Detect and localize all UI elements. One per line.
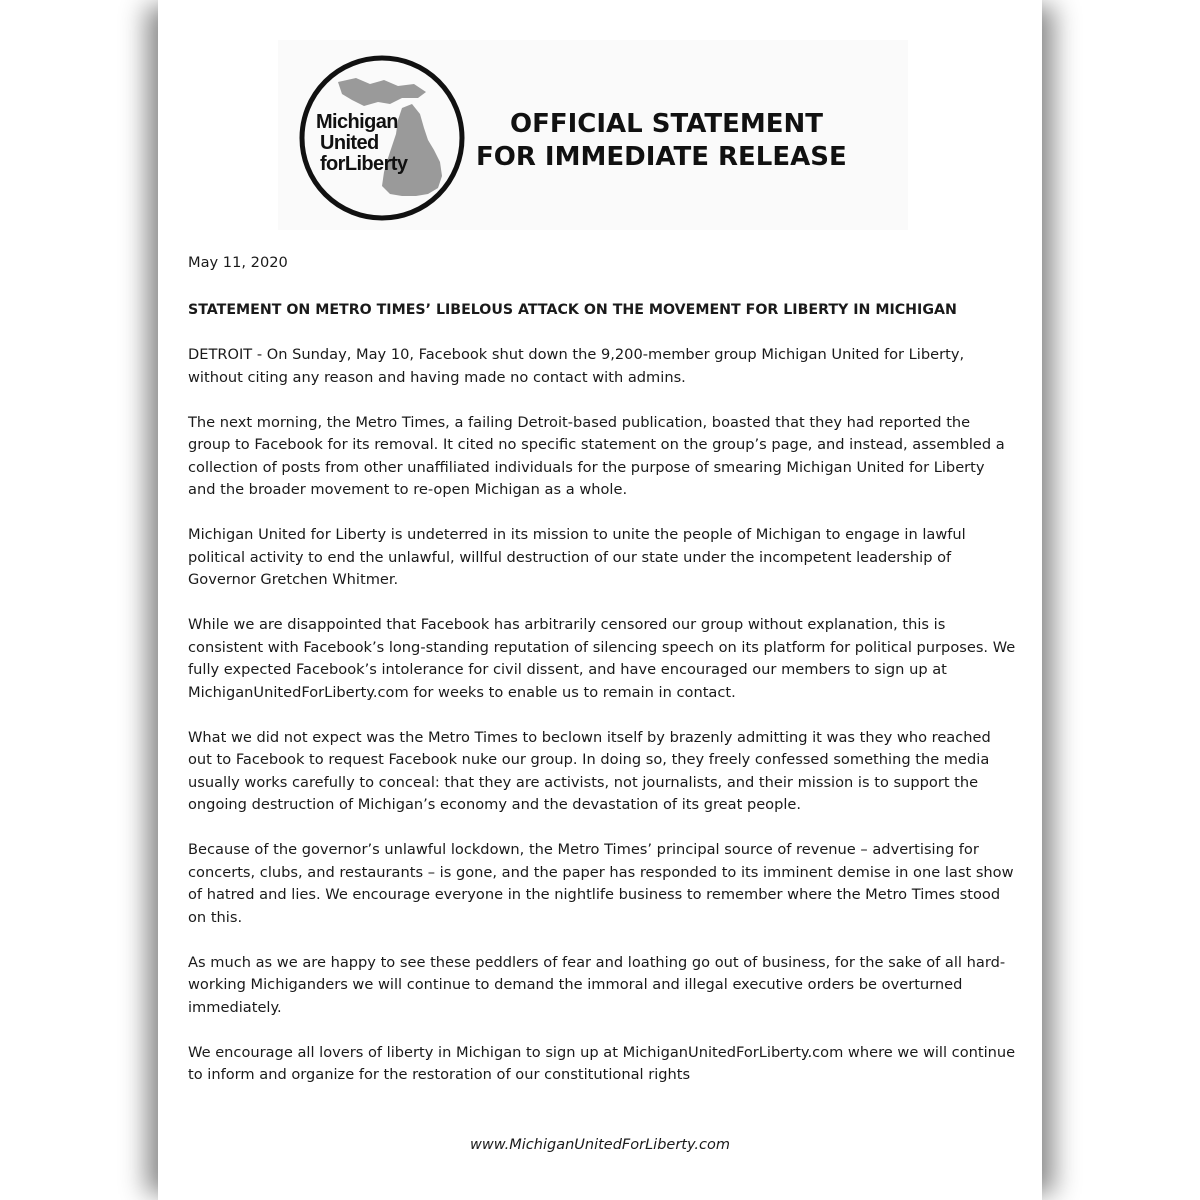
footer-website: www.MichiganUnitedForLiberty.com bbox=[470, 1137, 730, 1153]
logo-line-3: forLiberty bbox=[320, 153, 408, 175]
release-headline bbox=[476, 108, 916, 174]
logo-wordmark bbox=[316, 112, 436, 175]
paragraph: The next morning, the Metro Times, a failing Detroit-based publication, boasted that they had reported the group to Facebook for its removal. It cited no specific statement on the group’s page, and instead, assembled a collection of posts from other unaffiliated individuals for the purpose of smearing Michigan United for Liberty and the broader movement to re-open Michigan as a whole. bbox=[188, 413, 1005, 498]
paragraph: Michigan United for Liberty is undeterred in its mission to unite the people of Michigan to engage in lawful political activity to end the unlawful, willful destruction of our state under the incompetent leadership of Governor Gretchen Whitmer. bbox=[188, 526, 966, 588]
statement-body bbox=[188, 252, 1016, 1109]
paragraph: We encourage all lovers of liberty in Michigan to sign up at MichiganUnitedForLiberty.com where we will continue to inform and organize for the restoration of our constitutional rights bbox=[188, 1043, 1016, 1083]
paragraph: While we are disappointed that Facebook has arbitrarily censored our group without explanation, this is consistent with Facebook’s long-standing reputation of silencing speech on its platform for political purposes. We fully expected Facebook’s intolerance for civil dissent, and have encouraged our members to sign up at MichiganUnitedForLiberty.com for weeks to enable us to remain in contact. bbox=[188, 616, 1016, 701]
paragraph: DETROIT - On Sunday, May 10, Facebook shut down the 9,200-member group Michigan United for Liberty, without citing any reason and having made no contact with admins. bbox=[188, 346, 965, 386]
document-page bbox=[158, 0, 1042, 1200]
logo-line-2: United bbox=[320, 132, 379, 154]
paragraph: Because of the governor’s unlawful lockdown, the Metro Times’ principal source of revenue – advertising for concerts, clubs, and restaurants – is gone, and the paper has responded to its imminent demise in one last show of hatred and lies. We encourage everyone in the nightlife business to remember where the Metro Times stood on this. bbox=[188, 841, 1014, 926]
headline-line-1: OFFICIAL STATEMENT bbox=[510, 109, 823, 139]
statement-date: May 11, 2020 bbox=[188, 254, 288, 271]
logo-line-1: Michigan bbox=[316, 111, 398, 133]
headline-line-2: FOR IMMEDIATE RELEASE bbox=[476, 142, 847, 172]
upper-peninsula-shape bbox=[338, 78, 426, 106]
paragraph: As much as we are happy to see these peddlers of fear and loathing go out of business, for the sake of all hard-working Michiganders we will continue to demand the immoral and illegal executive orders be overturned immediately. bbox=[188, 953, 1006, 1016]
paragraph: What we did not expect was the Metro Times to beclown itself by brazenly admitting it was they who reached out to Facebook to request Facebook nuke our group. In doing so, they freely confessed something the media usually works carefully to conceal: that they are activists, not journalists, and their mission is to support the ongoing destruction of Michigan’s economy and the devastation of its great people. bbox=[188, 728, 991, 813]
statement-subject: STATEMENT ON METRO TIMES’ LIBELOUS ATTACK ON THE MOVEMENT FOR LIBERTY IN MICHIGAN bbox=[188, 301, 957, 318]
michigan-united-for-liberty-logo bbox=[298, 54, 466, 222]
